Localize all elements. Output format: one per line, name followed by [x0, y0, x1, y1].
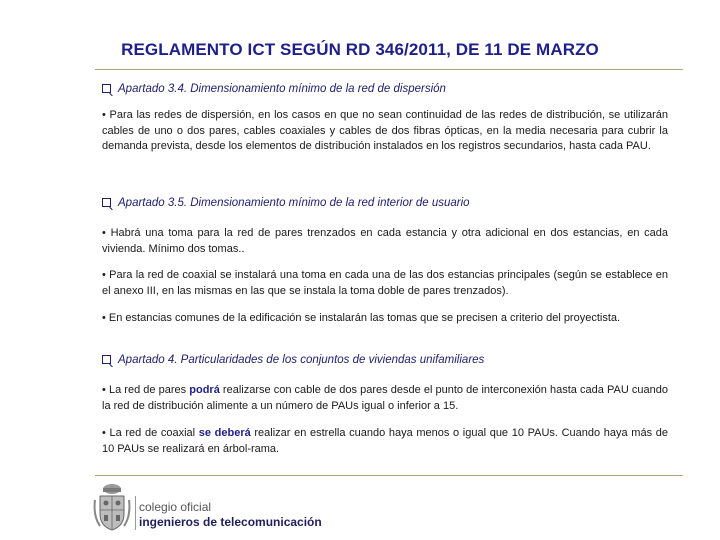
- logo-divider: [135, 496, 136, 530]
- paragraph-red-pares-unifamiliar: • La red de pares podrá realizarse con cable de dos pares desde el punto de interconexión hasta cada PAU cuando la red de distribución alimente a un número de PAUs igual o inferior a 15.: [102, 384, 668, 412]
- paragraph-dispersion: • Para las redes de dispersión, en los casos en que no sean continuidad de las redes de distribución, se utilizarán cables de uno o dos pares, cables coaxiales y cables de dos fibras ópticas, en la media necesaria para cubrir la demanda prevista, desde los elementos de distribución instalados en los registros secundarios, hasta cada PAU.: [102, 109, 668, 152]
- section-heading-text: Apartado 4. Particularidades de los conjuntos de viviendas unifamiliares: [118, 354, 485, 366]
- section-heading-4: [102, 354, 672, 366]
- section-heading-text: Apartado 3.4. Dimensionamiento mínimo de la red de dispersión: [118, 83, 446, 95]
- checkbox-bullet-icon: [102, 355, 111, 364]
- checkbox-bullet-icon: [102, 198, 111, 207]
- organization-name: [139, 500, 322, 530]
- paragraph-tomas-pares: • Habrá una toma para la red de pares trenzados en cada estancia y otra adicional en dos estancias, en cada vivienda. Mínimo dos tomas..: [102, 227, 668, 255]
- coat-of-arms-logo: [92, 482, 132, 534]
- paragraph-tomas-coaxial: • Para la red de coaxial se instalará una toma en cada una de las dos estancias principales (según se establece en el anexo III, en las mismas en las que se instala la toma doble de pares trenzados).: [102, 269, 668, 297]
- organization-line-2: ingenieros de telecomunicación: [139, 515, 322, 529]
- bottom-divider: [95, 475, 683, 476]
- checkbox-bullet-icon: [102, 84, 111, 93]
- section-heading-3-4: [102, 83, 672, 95]
- section-heading-3-5: [102, 197, 672, 209]
- page-title: REGLAMENTO ICT SEGÚN RD 346/2011, DE 11 DE MARZO: [121, 40, 599, 59]
- paragraph-estancias-comunes: • En estancias comunes de la edificación se instalarán las tomas que se precisen a criterio del proyectista.: [102, 312, 621, 324]
- paragraph-red-coaxial-unifamiliar: • La red de coaxial se deberá realizar en estrella cuando haya menos o igual que 10 PAUs. Cuando haya más de 10 PAUs se realizará en árbol-rama.: [102, 427, 668, 455]
- section-heading-text: Apartado 3.5. Dimensionamiento mínimo de la red interior de usuario: [118, 197, 470, 209]
- organization-line-1: colegio oficial: [139, 500, 212, 514]
- top-divider: [95, 69, 683, 70]
